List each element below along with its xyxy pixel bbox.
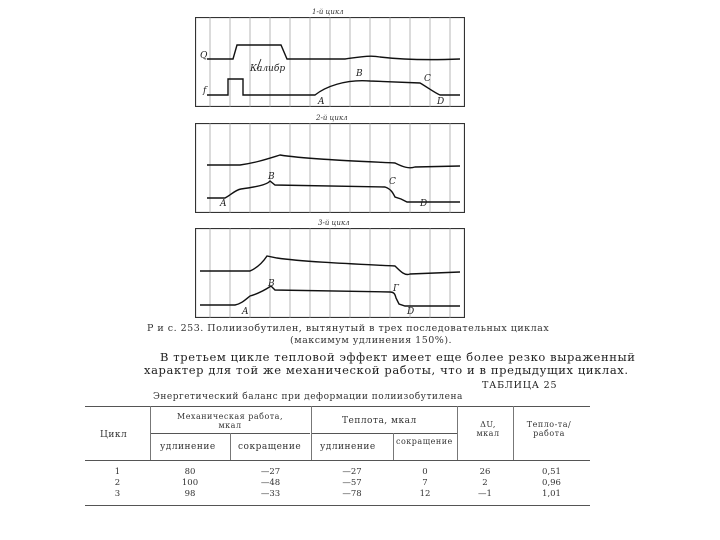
table-bottom-rule xyxy=(85,505,590,506)
body-paragraph-line-1: В третьем цикле тепловой эффект имеет еще более резко выраженный xyxy=(160,350,636,364)
header-heat-contraction: сокращение xyxy=(396,437,453,446)
header-ratio: Тепло-та/работа xyxy=(526,420,572,438)
header-cycle: Цикл xyxy=(100,430,128,440)
header-heat-elongation: удлинение xyxy=(320,442,376,452)
cell-heat-contraction: 7 xyxy=(422,477,428,488)
cell-heat-contraction: 12 xyxy=(419,488,431,499)
panel-1-label-c: C xyxy=(424,74,431,84)
panel-2-q-trace xyxy=(207,155,460,168)
panel-3-recording xyxy=(195,228,465,318)
panel-1-recording xyxy=(195,17,465,107)
cell-delta-u: 26 xyxy=(479,466,491,477)
cell-ratio: 0,51 xyxy=(542,466,561,477)
body-paragraph-line-2: характер для той же механической работы, что и в предыдущих циклах. xyxy=(144,363,629,377)
cell-mech-elongation: 98 xyxy=(184,488,196,499)
table-top-rule xyxy=(85,406,590,407)
panel-1-title: 1-й цикл xyxy=(312,8,344,16)
table-col-divider-1 xyxy=(150,406,151,460)
panel-3-title: 3-й цикл xyxy=(318,219,350,227)
table-col-divider-mech-sub xyxy=(230,433,231,460)
header-mech-work: Механическая работа, мкал xyxy=(177,412,283,430)
header-mech-contraction: сокращение xyxy=(238,442,302,452)
figure-caption-line-2: (максимум удлинения 150%). xyxy=(290,335,453,346)
table-title: Энергетический баланс при деформации полиизобутилена xyxy=(153,392,463,402)
table-col-divider-4 xyxy=(513,406,514,460)
panel-2-label-a: A xyxy=(220,199,227,209)
table-col-divider-2 xyxy=(311,406,312,460)
panel-1-label-d: D xyxy=(437,97,445,107)
cell-ratio: 1,01 xyxy=(542,488,561,499)
panel-2-label-b: B xyxy=(268,172,275,182)
panel-1-label-a: A xyxy=(318,97,325,107)
cell-heat-elongation: —27 xyxy=(342,466,362,477)
panel-1-label-b: B xyxy=(356,69,363,79)
panel-2-title: 2-й цикл xyxy=(316,114,348,122)
cell-delta-u: —1 xyxy=(478,488,492,499)
cell-mech-contraction: —48 xyxy=(260,477,281,488)
panel-1-f-trace xyxy=(207,79,460,95)
cell-cycle: 1 xyxy=(114,466,121,477)
cell-ratio: 0,96 xyxy=(542,477,561,488)
cell-mech-elongation: 80 xyxy=(184,466,196,477)
panel-1-label-calib: Калибр xyxy=(250,64,286,74)
header-delta-u: ΔU, мкал xyxy=(476,420,500,438)
header-mech-elongation: удлинение xyxy=(160,442,216,452)
figure-caption-line-1: Р и с. 253. Полиизобутилен, вытянутый в трех последовательных циклах xyxy=(147,323,550,334)
panel-3-label-a: A xyxy=(242,307,249,317)
table-row xyxy=(85,488,590,499)
table-header-rule xyxy=(85,460,590,461)
cell-mech-contraction: —33 xyxy=(260,488,281,499)
cell-mech-elongation: 100 xyxy=(181,477,199,488)
panel-2-label-c: C xyxy=(389,177,396,187)
cell-heat-elongation: —78 xyxy=(342,488,362,499)
cell-delta-u: 2 xyxy=(482,477,488,488)
panel-3-label-c: Г xyxy=(393,284,399,294)
cell-cycle: 2 xyxy=(114,477,121,488)
table-row xyxy=(85,477,590,488)
cell-mech-contraction: —27 xyxy=(260,466,281,477)
data-table xyxy=(85,466,590,499)
panel-1-q-trace xyxy=(207,45,460,60)
table-number: ТАБЛИЦА 25 xyxy=(482,380,558,391)
panel-1-label-f: f xyxy=(203,86,207,96)
table-col-divider-heat-sub xyxy=(393,433,394,460)
panel-2-label-d: D xyxy=(420,199,428,209)
table-row xyxy=(85,466,590,477)
panel-1-label-q: Q xyxy=(200,51,208,61)
cell-cycle: 3 xyxy=(114,488,121,499)
cell-heat-contraction: 0 xyxy=(422,466,428,477)
panel-3-label-d: D xyxy=(407,307,415,317)
table-col-divider-3 xyxy=(457,406,458,460)
panel-3-label-b: B xyxy=(268,279,275,289)
header-heat: Теплота, мкал xyxy=(342,416,417,426)
cell-heat-elongation: —57 xyxy=(342,477,362,488)
table-subheader-rule-heat xyxy=(312,433,457,434)
